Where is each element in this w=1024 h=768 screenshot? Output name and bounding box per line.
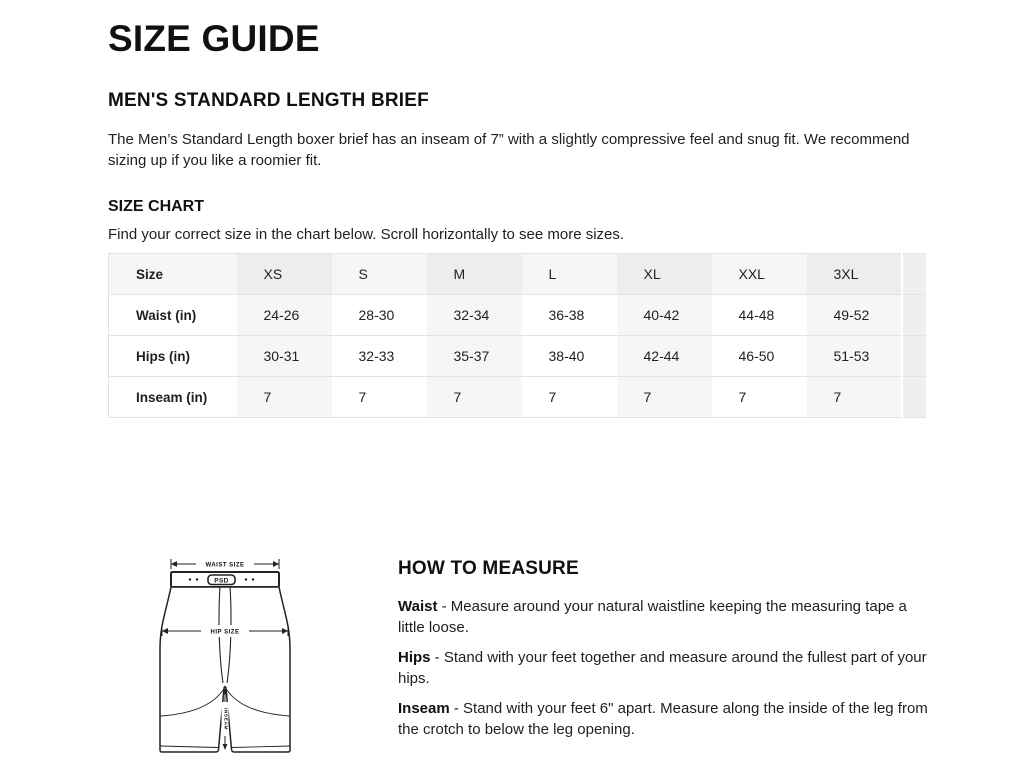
table-row — [109, 336, 927, 377]
size-cell: 32-34 — [427, 295, 522, 336]
column-header-l: L — [522, 254, 617, 295]
inseam-label: INSEAM — [222, 707, 228, 731]
size-chart-hint: Find your correct size in the chart below. Scroll horizontally to see more sizes. — [108, 226, 625, 243]
page-title: SIZE GUIDE — [108, 18, 320, 59]
size-cell: 40-42 — [617, 295, 712, 336]
size-cell-partial — [902, 377, 927, 418]
measure-text-inseam: - Stand with your feet 6" apart. Measure along the inside of the leg from the crotch to below the leg opening. — [398, 700, 928, 738]
inseam-arrow-down-icon — [223, 744, 228, 750]
size-chart-table — [108, 253, 926, 418]
size-cell-partial — [902, 336, 927, 377]
table-row — [109, 295, 927, 336]
hip-size-label: HIP SIZE — [210, 629, 240, 636]
measure-term-hips: Hips — [398, 649, 431, 666]
table-header-row — [109, 254, 927, 295]
size-cell: 46-50 — [712, 336, 807, 377]
column-header-s: S — [332, 254, 427, 295]
size-cell: 35-37 — [427, 336, 522, 377]
measure-instruction-hips — [398, 648, 928, 689]
how-to-measure-heading: HOW TO MEASURE — [398, 558, 579, 579]
boxer-brief-illustration — [150, 556, 300, 764]
size-cell-partial — [902, 295, 927, 336]
size-cell: 7 — [332, 377, 427, 418]
size-chart-scroll-container[interactable] — [108, 253, 926, 418]
column-header-size: Size — [109, 254, 237, 295]
table-row — [109, 377, 927, 418]
column-header-m: M — [427, 254, 522, 295]
arrow-right-icon — [273, 561, 279, 567]
size-cell: 7 — [807, 377, 902, 418]
size-cell: 7 — [522, 377, 617, 418]
size-chart-heading: SIZE CHART — [108, 198, 204, 215]
measure-instruction-waist — [398, 597, 928, 638]
product-subtitle: MEN'S STANDARD LENGTH BRIEF — [108, 90, 429, 111]
size-cell: 30-31 — [237, 336, 332, 377]
waist-size-label: WAIST SIZE — [205, 562, 245, 569]
size-cell: 42-44 — [617, 336, 712, 377]
measure-text-waist: - Measure around your natural waistline keeping the measuring tape a little loose. — [398, 598, 907, 636]
size-cell: 51-53 — [807, 336, 902, 377]
size-cell: 32-33 — [332, 336, 427, 377]
row-label: Waist (in) — [109, 295, 237, 336]
size-cell: 24-26 — [237, 295, 332, 336]
measure-instruction-inseam — [398, 699, 928, 740]
column-header-3xl: 3XL — [807, 254, 902, 295]
size-cell: 49-52 — [807, 295, 902, 336]
size-cell: 44-48 — [712, 295, 807, 336]
size-cell: 7 — [427, 377, 522, 418]
measure-term-waist: Waist — [398, 598, 438, 615]
column-header-xs: XS — [237, 254, 332, 295]
measure-section — [108, 556, 1024, 764]
measure-text-hips: - Stand with your feet together and measure around the fullest part of your hips. — [398, 649, 927, 687]
size-cell: 28-30 — [332, 295, 427, 336]
column-header-partial — [902, 254, 927, 295]
column-header-xxl: XXL — [712, 254, 807, 295]
row-label: Inseam (in) — [109, 377, 237, 418]
how-to-measure — [398, 556, 928, 764]
size-cell: 7 — [237, 377, 332, 418]
product-description: The Men’s Standard Length boxer brief has an inseam of 7” with a slightly compressive feel and snug fit. We recommend sizing up if you like a roomier fit. — [108, 131, 910, 169]
size-cell: 36-38 — [522, 295, 617, 336]
boxer-brief-diagram — [150, 556, 300, 764]
column-header-xl: XL — [617, 254, 712, 295]
measure-term-inseam: Inseam — [398, 700, 450, 717]
size-cell: 7 — [712, 377, 807, 418]
size-cell: 38-40 — [522, 336, 617, 377]
row-label: Hips (in) — [109, 336, 237, 377]
size-cell: 7 — [617, 377, 712, 418]
arrow-left-icon — [171, 561, 177, 567]
brand-logo-text: PSD — [214, 577, 229, 585]
